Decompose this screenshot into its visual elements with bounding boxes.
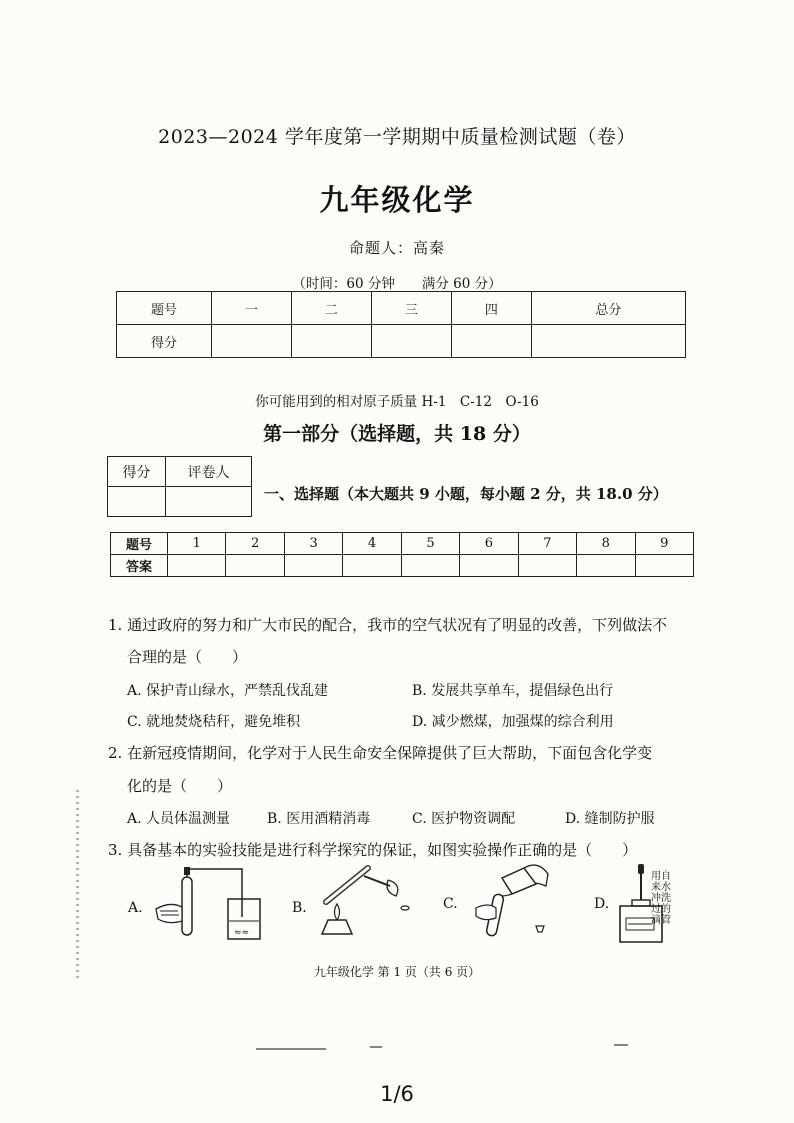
- answer-input-cell[interactable]: [460, 555, 518, 577]
- q3-option-a-label[interactable]: A.: [128, 900, 143, 916]
- grader-table: [107, 456, 252, 517]
- q3-stem: 3. 具备基本的实验技能是进行科学探究的保证，如图实验操作正确的是（ ）: [108, 841, 638, 859]
- q2-option-b[interactable]: B. 医用酒精消毒: [267, 811, 371, 827]
- fig-d-note-line: 来水: [651, 882, 671, 893]
- page-footer: 九年级化学 第 1 页（共 6 页）: [313, 965, 481, 979]
- score-table-cell: 四: [451, 292, 531, 325]
- answer-input-cell[interactable]: [635, 555, 694, 577]
- score-table-cell: 总分: [531, 292, 685, 325]
- answer-number: 9: [635, 533, 694, 555]
- answer-number: 4: [343, 533, 401, 555]
- grader-header-grader: 评卷人: [166, 457, 252, 487]
- page-number: 1/6: [380, 1082, 414, 1106]
- answer-input-cell[interactable]: [401, 555, 459, 577]
- scan-binding-edge: [76, 790, 79, 980]
- answer-number: 3: [284, 533, 342, 555]
- q3-option-d-label[interactable]: D.: [594, 896, 610, 912]
- answer-input-cell[interactable]: [284, 555, 342, 577]
- q3-option-b-label[interactable]: B.: [292, 900, 307, 916]
- scan-artifact: [370, 1046, 382, 1048]
- answer-input-cell[interactable]: [226, 555, 284, 577]
- score-input-cell[interactable]: [451, 325, 531, 358]
- q2-option-d[interactable]: D. 缝制防护服: [565, 811, 655, 827]
- part1-title: 第一部分（选择题，共 18 分）: [263, 423, 531, 445]
- answer-table: [110, 532, 694, 577]
- q2-stem-line1: 2. 在新冠疫情期间，化学对于人民生命安全保障提供了巨大帮助，下面包含化学变: [108, 744, 653, 762]
- fig-d-note-line: 冲洗: [651, 893, 671, 904]
- answer-input-cell[interactable]: [577, 555, 635, 577]
- fig-d-note-line: 用自: [651, 871, 671, 882]
- q1-stem-line2: 合理的是（ ）: [127, 648, 248, 666]
- q1-option-d[interactable]: D. 减少燃煤，加强煤的综合利用: [412, 714, 614, 730]
- grader-header-score: 得分: [108, 457, 166, 487]
- answer-table-answer-row: [111, 555, 694, 577]
- score-table-cell: 二: [291, 292, 371, 325]
- answer-number: 1: [168, 533, 226, 555]
- score-table-header-row: [117, 292, 686, 325]
- exam-title: 2023—2024 学年度第一学期期中质量检测试题（卷）: [158, 126, 636, 148]
- q3-option-c-label[interactable]: C.: [443, 896, 458, 912]
- score-table-cell: 三: [371, 292, 451, 325]
- answer-table-label: 答案: [111, 555, 168, 577]
- score-table-cell: 题号: [117, 292, 212, 325]
- answer-number: 2: [226, 533, 284, 555]
- grader-input-cell[interactable]: [166, 487, 252, 517]
- score-table-score-row: [117, 325, 686, 358]
- score-table-cell: 得分: [117, 325, 212, 358]
- answer-number: 5: [401, 533, 459, 555]
- score-input-cell[interactable]: [531, 325, 685, 358]
- grader-input-cell[interactable]: [108, 487, 166, 517]
- answer-table-number-row: [111, 533, 694, 555]
- score-table-cell: 一: [212, 292, 292, 325]
- q1-option-c[interactable]: C. 就地焚烧秸秆，避免堆积: [127, 714, 301, 730]
- q2-stem-line2: 化的是（ ）: [127, 777, 233, 795]
- score-table: [116, 291, 686, 358]
- subject-title: 九年级化学: [319, 183, 475, 217]
- answer-input-cell[interactable]: [168, 555, 226, 577]
- relative-atomic-masses: 你可能用到的相对原子质量 H-1 C-12 O-16: [255, 394, 539, 410]
- answer-input-cell[interactable]: [518, 555, 576, 577]
- time-info: （时间：60 分钟 满分 60 分）: [292, 276, 502, 292]
- q2-option-a[interactable]: A. 人员体温测量: [127, 811, 231, 827]
- score-input-cell[interactable]: [212, 325, 292, 358]
- answer-input-cell[interactable]: [343, 555, 401, 577]
- q1-option-a[interactable]: A. 保护青山绿水，严禁乱伐乱建: [127, 683, 329, 699]
- q3-figure-a-airtightness-check[interactable]: [150, 865, 280, 945]
- answer-table-label: 题号: [111, 533, 168, 555]
- scan-artifact: [614, 1044, 628, 1046]
- q3-figure-c-pouring-liquid[interactable]: [466, 860, 562, 942]
- q1-option-b[interactable]: B. 发展共享单车，提倡绿色出行: [412, 683, 614, 699]
- svg-text:≈≈: ≈≈: [234, 928, 250, 938]
- q3-figure-b-heating-liquid[interactable]: [312, 862, 412, 942]
- q2-option-c[interactable]: C. 医护物资调配: [412, 811, 516, 827]
- answer-number: 6: [460, 533, 518, 555]
- fig-d-note-line: 过的: [651, 904, 671, 915]
- answer-number: 8: [577, 533, 635, 555]
- answer-number: 7: [518, 533, 576, 555]
- scan-artifact: [256, 1048, 326, 1050]
- q3-fig-d-note: [650, 871, 672, 926]
- section1-title: 一、选择题（本大题共 9 小题，每小题 2 分，共 18.0 分）: [264, 485, 668, 503]
- author-line: 命题人：高秦: [348, 239, 445, 257]
- fig-d-note-line: 滴管: [651, 915, 671, 926]
- q1-stem-line1: 1. 通过政府的努力和广大市民的配合，我市的空气状况有了明显的改善，下列做法不: [108, 616, 668, 634]
- score-input-cell[interactable]: [371, 325, 451, 358]
- score-input-cell[interactable]: [291, 325, 371, 358]
